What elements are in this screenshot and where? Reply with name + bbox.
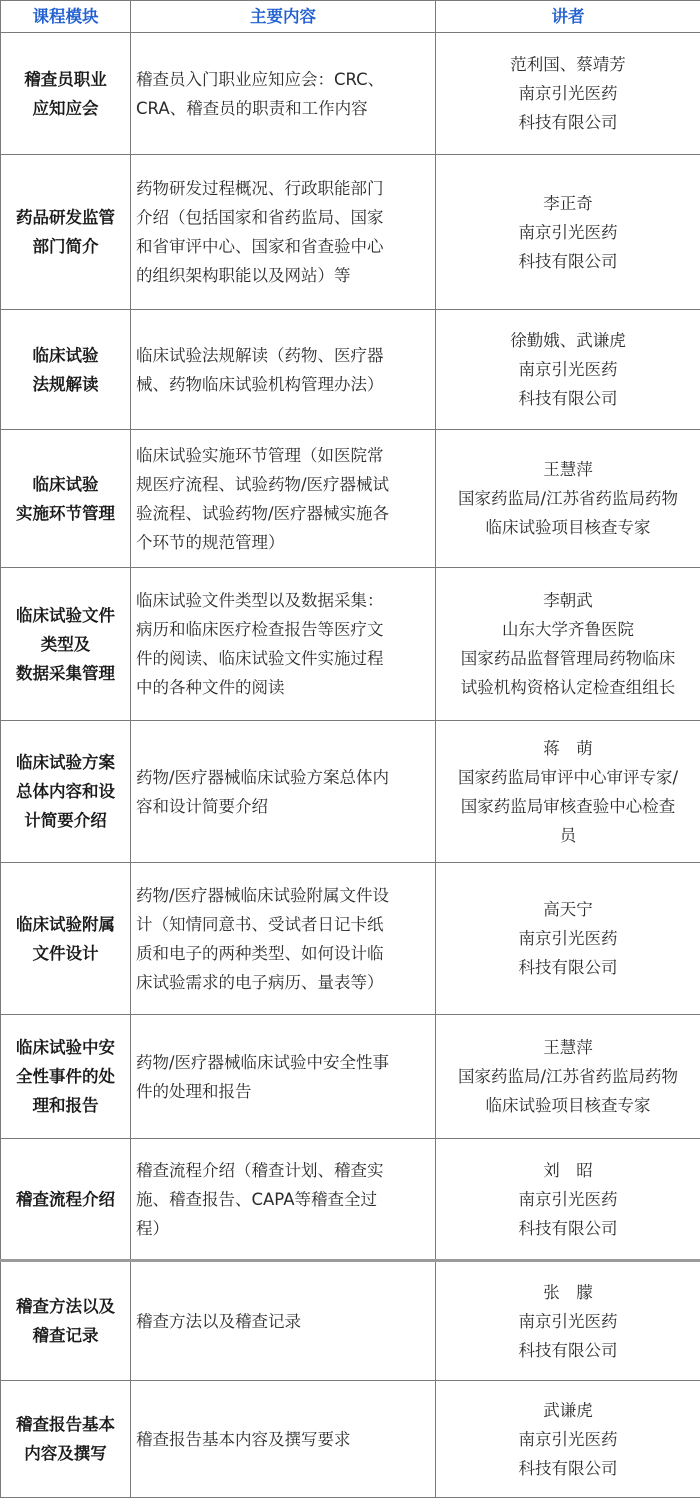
content-line: 质和电子的两种类型、如何设计临	[136, 939, 431, 968]
speaker-line: 山东大学齐鲁医院	[438, 615, 698, 644]
speaker-line: 刘 昭	[438, 1156, 698, 1185]
table-row	[1, 721, 700, 863]
content-line: 药物/医疗器械临床试验附属文件设	[136, 881, 431, 910]
speaker-cell	[436, 1015, 700, 1139]
table-row	[1, 155, 700, 310]
speaker-line: 徐勤娥、武谦虎	[438, 326, 698, 355]
content-line: 中的各种文件的阅读	[136, 673, 431, 702]
speaker-line: 国家药监局/江苏省药监局药物	[438, 484, 698, 513]
speaker-line: 李正奇	[438, 189, 698, 218]
header-speaker: 讲者	[436, 1, 700, 33]
speaker-line: 科技有限公司	[438, 1214, 698, 1243]
module-line: 临床试验	[4, 470, 127, 499]
speaker-line: 南京引光医药	[438, 218, 698, 247]
speaker-line: 国家药监局审评中心审评专家/	[438, 763, 698, 792]
module-line: 部门简介	[4, 232, 127, 261]
module-line: 稽查报告基本	[4, 1410, 127, 1439]
table-row	[1, 1139, 700, 1261]
speaker-cell	[436, 310, 700, 430]
module-line: 总体内容和设	[4, 777, 127, 806]
module-line: 计简要介绍	[4, 806, 127, 835]
content-line: 药物研发过程概况、行政职能部门	[136, 174, 431, 203]
speaker-line: 范利国、蔡靖芳	[438, 50, 698, 79]
module-line: 应知应会	[4, 94, 127, 123]
content-cell	[131, 863, 436, 1015]
content-line: 验流程、试验药物/医疗器械实施各	[136, 499, 431, 528]
content-line: CRA、稽查员的职责和工作内容	[136, 94, 431, 123]
content-line: 稽查员入门职业应知应会：CRC、	[136, 65, 431, 94]
module-cell	[1, 863, 131, 1015]
speaker-line: 南京引光医药	[438, 924, 698, 953]
header-module: 课程模块	[1, 1, 131, 33]
speaker-line: 国家药品监督管理局药物临床	[438, 644, 698, 673]
content-cell	[131, 33, 436, 155]
speaker-line: 科技有限公司	[438, 384, 698, 413]
content-cell	[131, 155, 436, 310]
content-line: 稽查流程介绍（稽查计划、稽查实	[136, 1156, 431, 1185]
module-line: 稽查记录	[4, 1321, 127, 1350]
module-cell	[1, 568, 131, 721]
content-cell	[131, 310, 436, 430]
content-cell	[131, 1381, 436, 1498]
content-cell	[131, 1015, 436, 1139]
module-line: 临床试验中安	[4, 1033, 127, 1062]
module-line: 数据采集管理	[4, 659, 127, 688]
speaker-line: 员	[438, 821, 698, 850]
module-cell	[1, 430, 131, 568]
table-row	[1, 430, 700, 568]
module-cell	[1, 33, 131, 155]
speaker-line: 科技有限公司	[438, 953, 698, 982]
speaker-line: 科技有限公司	[438, 1454, 698, 1483]
speaker-line: 试验机构资格认定检查组组长	[438, 673, 698, 702]
content-line: 械、药物临床试验机构管理办法）	[136, 370, 431, 399]
module-cell	[1, 1261, 131, 1381]
speaker-line: 王慧萍	[438, 455, 698, 484]
speaker-cell	[436, 721, 700, 863]
module-line: 内容及撰写	[4, 1439, 127, 1468]
course-body	[1, 33, 700, 1498]
content-line: 规医疗流程、试验药物/医疗器械试	[136, 470, 431, 499]
module-line: 稽查流程介绍	[4, 1185, 127, 1214]
content-cell	[131, 568, 436, 721]
content-line: 临床试验文件类型以及数据采集：	[136, 586, 431, 615]
module-line: 临床试验方案	[4, 748, 127, 777]
speaker-cell	[436, 863, 700, 1015]
table-row	[1, 310, 700, 430]
speaker-line: 南京引光医药	[438, 1425, 698, 1454]
content-cell	[131, 1261, 436, 1381]
content-line: 施、稽查报告、CAPA等稽查全过	[136, 1185, 431, 1214]
content-line: 病历和临床医疗检查报告等医疗文	[136, 615, 431, 644]
content-line: 件的处理和报告	[136, 1077, 431, 1106]
content-line: 的组织架构职能以及网站）等	[136, 261, 431, 290]
module-line: 稽查员职业	[4, 65, 127, 94]
speaker-line: 科技有限公司	[438, 1336, 698, 1365]
content-line: 和省审评中心、国家和省查验中心	[136, 232, 431, 261]
speaker-line: 南京引光医药	[438, 1185, 698, 1214]
content-line: 稽查报告基本内容及撰写要求	[136, 1425, 431, 1454]
module-line: 药品研发监管	[4, 203, 127, 232]
speaker-line: 临床试验项目核查专家	[438, 1091, 698, 1120]
content-line: 药物/医疗器械临床试验中安全性事	[136, 1048, 431, 1077]
content-line: 容和设计简要介绍	[136, 792, 431, 821]
content-line: 床试验需求的电子病历、量表等）	[136, 968, 431, 997]
module-line: 文件设计	[4, 939, 127, 968]
speaker-line: 李朝武	[438, 586, 698, 615]
speaker-cell	[436, 33, 700, 155]
module-cell	[1, 1015, 131, 1139]
content-line: 计（知情同意书、受试者日记卡纸	[136, 910, 431, 939]
module-cell	[1, 721, 131, 863]
content-line: 药物/医疗器械临床试验方案总体内	[136, 763, 431, 792]
content-line: 件的阅读、临床试验文件实施过程	[136, 644, 431, 673]
table-row	[1, 568, 700, 721]
module-cell	[1, 155, 131, 310]
speaker-line: 高天宁	[438, 895, 698, 924]
content-line: 稽查方法以及稽查记录	[136, 1307, 431, 1336]
speaker-line: 武谦虎	[438, 1396, 698, 1425]
table-row	[1, 1381, 700, 1498]
module-line: 法规解读	[4, 370, 127, 399]
table-row	[1, 33, 700, 155]
speaker-cell	[436, 568, 700, 721]
speaker-line: 王慧萍	[438, 1033, 698, 1062]
module-line: 实施环节管理	[4, 499, 127, 528]
header-content: 主要内容	[131, 1, 436, 33]
module-line: 临床试验	[4, 341, 127, 370]
content-line: 个环节的规范管理）	[136, 528, 431, 557]
module-line: 临床试验附属	[4, 910, 127, 939]
speaker-line: 南京引光医药	[438, 1307, 698, 1336]
speaker-line: 蒋 萌	[438, 734, 698, 763]
speaker-cell	[436, 1261, 700, 1381]
speaker-line: 临床试验项目核查专家	[438, 513, 698, 542]
speaker-line: 国家药监局审核查验中心检查	[438, 792, 698, 821]
speaker-line: 科技有限公司	[438, 108, 698, 137]
table-row	[1, 1261, 700, 1381]
speaker-line: 国家药监局/江苏省药监局药物	[438, 1062, 698, 1091]
module-cell	[1, 310, 131, 430]
module-line: 临床试验文件	[4, 601, 127, 630]
content-line: 临床试验实施环节管理（如医院常	[136, 441, 431, 470]
content-cell	[131, 430, 436, 568]
module-line: 类型及	[4, 630, 127, 659]
content-line: 程）	[136, 1214, 431, 1243]
content-line: 介绍（包括国家和省药监局、国家	[136, 203, 431, 232]
content-cell	[131, 721, 436, 863]
module-cell	[1, 1381, 131, 1498]
speaker-line: 张 朦	[438, 1278, 698, 1307]
speaker-line: 南京引光医药	[438, 79, 698, 108]
table-row	[1, 863, 700, 1015]
speaker-cell	[436, 1139, 700, 1261]
speaker-cell	[436, 1381, 700, 1498]
table-row	[1, 1015, 700, 1139]
speaker-cell	[436, 430, 700, 568]
module-line: 理和报告	[4, 1091, 127, 1120]
content-line: 临床试验法规解读（药物、医疗器	[136, 341, 431, 370]
speaker-cell	[436, 155, 700, 310]
speaker-line: 南京引光医药	[438, 355, 698, 384]
content-cell	[131, 1139, 436, 1261]
module-line: 稽查方法以及	[4, 1292, 127, 1321]
header-row	[1, 1, 700, 33]
module-line: 全性事件的处	[4, 1062, 127, 1091]
speaker-line: 科技有限公司	[438, 247, 698, 276]
module-cell	[1, 1139, 131, 1261]
